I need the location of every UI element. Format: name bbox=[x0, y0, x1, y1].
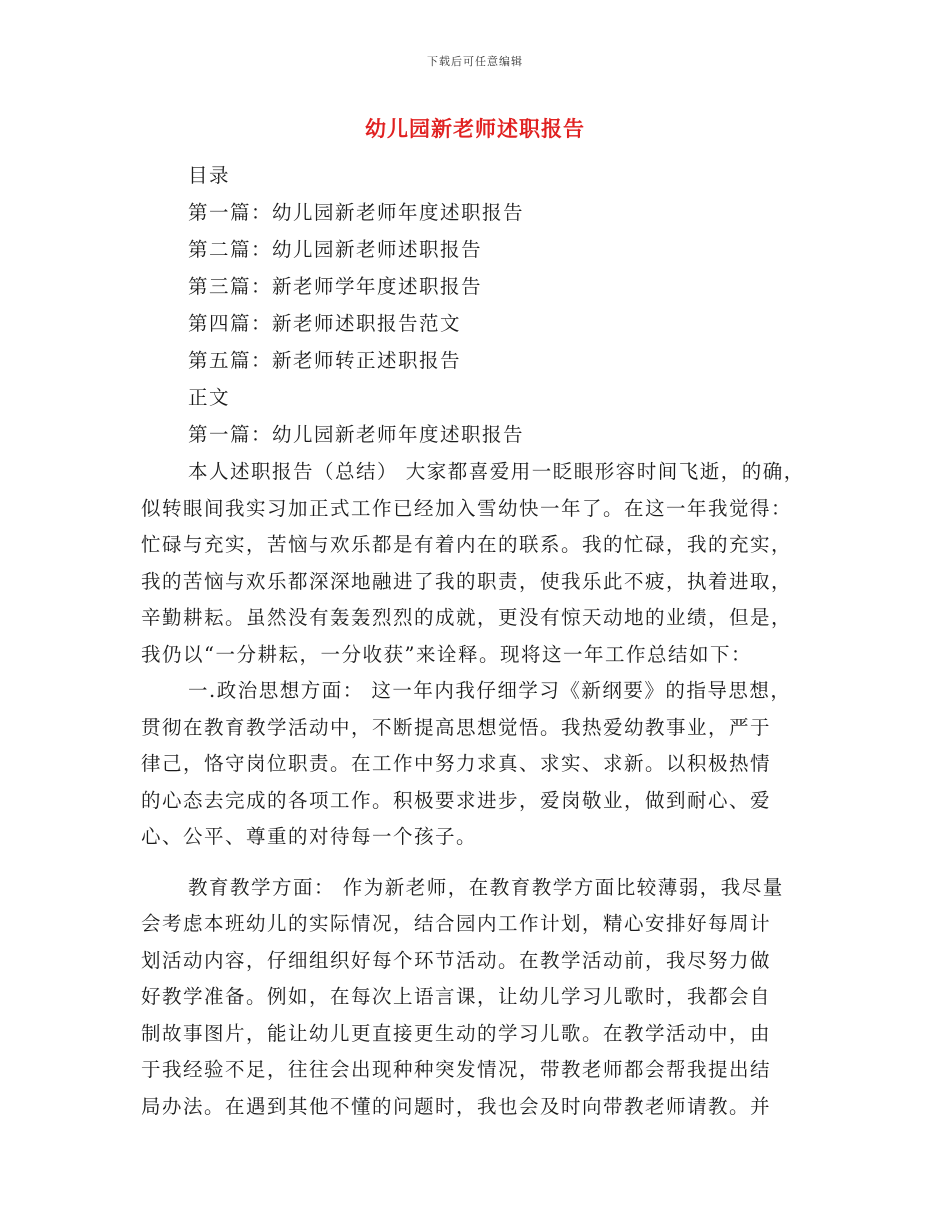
paragraph-intro bbox=[141, 454, 821, 673]
text-line: 忙碌与充实，苦恼与欢乐都是有着内在的联系。我的忙碌，我的充实， bbox=[141, 533, 793, 556]
text-line: 于我经验不足，往往会出现种种突发情况，带教老师都会帮我提出结 bbox=[141, 1058, 772, 1081]
toc-heading: 目录 bbox=[188, 164, 231, 187]
toc-item: 第四篇：新老师述职报告范文 bbox=[188, 312, 462, 335]
text-line: 我仍以“一分耕耘，一分收获”来诠释。现将这一年工作总结如下： bbox=[141, 642, 752, 666]
paragraph-teaching bbox=[141, 870, 821, 1126]
paragraph-politics bbox=[141, 673, 821, 856]
text-line: 一.政治思想方面： 这一年内我仔细学习《新纲要》的指导思想， bbox=[188, 679, 792, 702]
page-header-note: 下载后可任意编辑 bbox=[427, 55, 523, 68]
text-line: 心、公平、尊重的对待每一个孩子。 bbox=[141, 825, 478, 848]
text-line: 贯彻在教育教学活动中，不断提高思想觉悟。我热爱幼教事业，严于 bbox=[141, 715, 772, 739]
toc-item: 第一篇：幼儿园新老师年度述职报告 bbox=[188, 201, 525, 224]
text-line: 好教学准备。例如，在每次上语言课，让幼儿学习儿歌时，我都会自 bbox=[141, 985, 772, 1008]
toc-item: 第二篇：幼儿园新老师述职报告 bbox=[188, 238, 483, 261]
text-line: 似转眼间我实习加正式工作已经加入雪幼快一年了。在这一年我觉得： bbox=[141, 496, 793, 520]
toc-item: 第五篇：新老师转正述职报告 bbox=[188, 349, 462, 372]
text-line: 划活动内容，仔细组织好每个环节活动。在教学活动前，我尽努力做 bbox=[141, 948, 772, 972]
text-line: 制故事图片，能让幼儿更直接更生动的学习儿歌。在教学活动中，由 bbox=[141, 1021, 772, 1045]
text-line: 会考虑本班幼儿的实际情况，结合园内工作计划，精心安排好每周计 bbox=[141, 912, 772, 935]
section-heading: 第一篇：幼儿园新老师年度述职报告 bbox=[188, 423, 525, 446]
toc-item: 第三篇：新老师学年度述职报告 bbox=[188, 275, 483, 298]
text-line: 我的苦恼与欢乐都深深地融进了我的职责，使我乐此不疲，执着进取， bbox=[141, 569, 793, 593]
body-heading: 正文 bbox=[188, 386, 231, 409]
body-text bbox=[141, 454, 821, 1125]
text-line: 律己，恪守岗位职责。在工作中努力求真、求实、求新。以积极热情 bbox=[141, 752, 772, 775]
text-line: 本人述职报告（总结） 大家都喜爱用一眨眼形容时间飞逝，的确， bbox=[188, 460, 805, 483]
text-line: 局办法。在遇到其他不懂的问题时，我也会及时向带教老师请教。并 bbox=[141, 1094, 772, 1118]
table-of-contents bbox=[188, 157, 828, 453]
text-line: 教育教学方面： 作为新老师，在教育教学方面比较薄弱，我尽量 bbox=[188, 875, 784, 899]
text-line: 辛勤耕耘。虽然没有轰轰烈烈的成就，更没有惊天动地的业绩，但是， bbox=[141, 606, 793, 629]
document-title: 幼儿园新老师述职报告 bbox=[365, 116, 585, 141]
text-line: 的心态去完成的各项工作。积极要求进步，爱岗敬业，做到耐心、爱 bbox=[141, 788, 772, 812]
paragraph-gap bbox=[141, 856, 821, 870]
